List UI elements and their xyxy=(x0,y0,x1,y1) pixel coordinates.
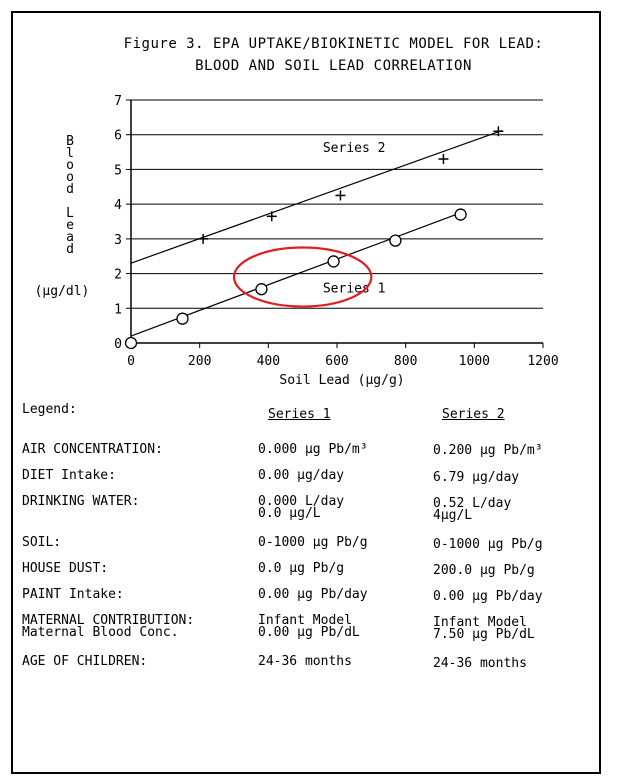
legend-row-series1-value: Infant Model 0.00 µg Pb/dL xyxy=(258,613,360,640)
y-tick-label: 4 xyxy=(114,198,122,214)
x-axis-label: Soil Lead (µg/g) xyxy=(279,373,405,388)
y-axis-label-letter: B xyxy=(66,134,74,149)
legend-row-series2-value: 6.79 µg/day xyxy=(433,470,520,485)
legend-row-label: SOIL: xyxy=(22,535,62,550)
y-axis-label-letter: o xyxy=(66,170,74,185)
legend-row-series1-value: 0.00 µg Pb/day xyxy=(258,587,368,602)
y-tick-label: 7 xyxy=(114,94,122,109)
x-tick-label: 1000 xyxy=(458,354,490,369)
legend-row-label: MATERNAL CONTRIBUTION: Maternal Blood Conc. xyxy=(22,613,195,640)
legend-row-series2-value: 200.0 µg Pb/g xyxy=(433,563,535,578)
y-axis-label-letter: L xyxy=(66,206,74,221)
y-axis-unit-label: (µg/dl) xyxy=(34,284,90,299)
highlight-ellipse xyxy=(234,248,371,307)
legend-series1-header: Series 1 xyxy=(268,407,331,422)
y-axis-label-letter: a xyxy=(66,230,74,245)
y-tick-label: 1 xyxy=(114,302,122,318)
y-tick-label: 2 xyxy=(114,267,122,283)
legend-row-series1-value: 0.000 L/day 0.0 µg/L xyxy=(258,494,345,521)
x-tick-label: 1200 xyxy=(527,354,559,369)
legend-row-label: DRINKING WATER: xyxy=(22,494,140,509)
y-tick-label: 0 xyxy=(114,337,122,352)
y-axis-label-letter: l xyxy=(66,146,74,161)
series-annotation: Series 2 xyxy=(322,141,386,157)
legend-series2-header: Series 2 xyxy=(442,407,505,422)
x-tick-label: 800 xyxy=(393,354,418,369)
legend-row-label: AIR CONCENTRATION: xyxy=(22,442,163,457)
series-1-point xyxy=(390,235,401,246)
y-tick-label: 6 xyxy=(114,128,122,144)
line-chart xyxy=(0,85,627,395)
legend-row-series1-value: 24-36 months xyxy=(258,654,352,669)
series-line-2 xyxy=(131,131,502,264)
legend-row-series2-value: 24-36 months xyxy=(433,656,527,671)
legend-row-series2-value: 0-1000 µg Pb/g xyxy=(433,537,543,552)
y-tick-label: 5 xyxy=(114,163,122,179)
series-1-point xyxy=(328,256,339,267)
legend-row-label: DIET Intake: xyxy=(22,468,116,483)
x-tick-label: 0 xyxy=(127,354,135,369)
x-tick-label: 400 xyxy=(256,354,281,369)
legend-label: Legend: xyxy=(22,402,77,417)
series-annotation: Series 1 xyxy=(322,281,386,297)
legend-row-series2-value: 0.52 L/day 4µg/L xyxy=(433,496,512,523)
series-1-point xyxy=(177,313,188,324)
figure-title: Figure 3. EPA UPTAKE/BIOKINETIC MODEL FOR LEAD: xyxy=(123,36,544,52)
legend-row-series1-value: 0.0 µg Pb/g xyxy=(258,561,345,576)
y-axis-label-letter: d xyxy=(66,242,74,257)
legend-row-series2-value: 0.00 µg Pb/day xyxy=(433,589,543,604)
y-axis-label-letter: e xyxy=(66,218,74,233)
series-1-point xyxy=(256,284,267,295)
legend-row-series2-value: Infant Model 7.50 µg Pb/dL xyxy=(433,615,535,642)
x-tick-label: 600 xyxy=(325,354,349,369)
series-1-point xyxy=(126,338,137,349)
y-axis-label-letter: o xyxy=(66,158,74,173)
figure-subtitle: BLOOD AND SOIL LEAD CORRELATION xyxy=(195,58,472,74)
y-axis-label-letter: d xyxy=(66,182,74,197)
x-tick-label: 200 xyxy=(187,354,212,369)
legend-row-series1-value: 0.000 µg Pb/m³ xyxy=(258,442,368,457)
legend-row-series1-value: 0-1000 µg Pb/g xyxy=(258,535,368,550)
series-1-point xyxy=(455,209,466,220)
legend-row-label: HOUSE DUST: xyxy=(22,561,109,576)
legend-row-series2-value: 0.200 µg Pb/m³ xyxy=(433,443,543,458)
legend-row-label: AGE OF CHILDREN: xyxy=(22,654,148,669)
legend-row-label: PAINT Intake: xyxy=(22,587,124,602)
legend-row-series1-value: 0.00 µg/day xyxy=(258,468,345,483)
y-tick-label: 3 xyxy=(114,232,122,248)
